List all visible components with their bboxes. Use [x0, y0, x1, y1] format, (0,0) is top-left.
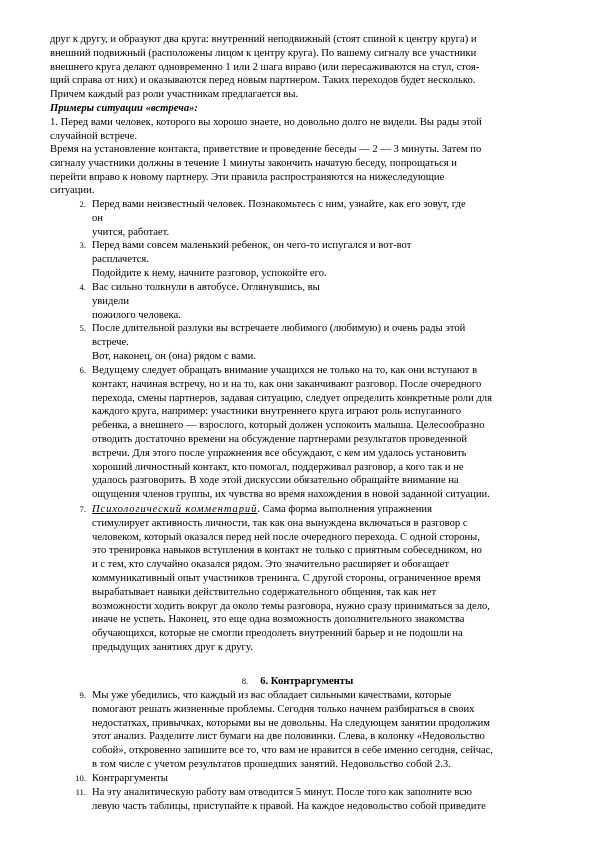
text-line: собой», откровенно запишите все то, что вам не нравится в себе именно сегодня, сейчас, — [92, 745, 494, 757]
text-line: Время на установление контакта, приветствие и проведение беседы — 2 — 3 минуты. Затем по — [50, 144, 482, 155]
text-line: внешний подвижный (расположены лицом к центру круга). По вашему сигналу все участники — [50, 47, 477, 59]
text-line: 1. Перед вами человек, которого вы хорошо знаете, но довольно долго не видели. Вы рады этой — [50, 117, 482, 128]
text-line: Перед вами неизвестный человек. Познакомьтесь с ним, узнайте, как его зовут, где — [92, 199, 466, 210]
timing-paragraph — [50, 143, 547, 198]
text-line: внешнего круга делают одновременно 1 или 2 шага вправо (или пересаживаются на стул, стоя- — [50, 61, 480, 73]
text-line: вырабатывает навыки действительно содержательного общения, так как нет — [92, 586, 437, 598]
text-line: человеком, который оказался перед ней после очередного перехода. С одной стороны, — [92, 531, 480, 543]
text-line: предыдущих занятиях друг к другу. — [92, 641, 253, 653]
list-item — [92, 239, 547, 280]
list-number: 5. — [79, 323, 86, 333]
text-line: Вас сильно толкнули в автобусе. Оглянувшись, вы — [92, 282, 320, 293]
intro-paragraph — [50, 33, 547, 102]
commentary-label-rest: . Сама форма выполнения упражнения — [257, 504, 432, 515]
list-item — [92, 689, 547, 772]
text-line: Вот, наконец, он (она) рядом с вами. — [92, 350, 256, 362]
text-line: ребенка, а внешнего — взрослого, который должен успокоить малыша. Целесообразно — [92, 420, 485, 432]
situation-1 — [50, 116, 547, 144]
list-item: Контраргументы — [92, 773, 168, 784]
list-number: 2. — [79, 199, 86, 209]
section-title: 6. Контраргументы — [260, 676, 354, 687]
text-line: отводить достаточно времени на обсуждение партнерами результатов проведенной — [92, 433, 468, 445]
list-number: 6. — [79, 365, 86, 375]
text-line: случайной встрече. — [50, 130, 138, 142]
list-number: 7. — [79, 504, 86, 514]
text-line: и с тем, кто случайно оказался рядом. Это значительно расширяет и обогащает — [92, 559, 450, 571]
text-line: удалось разговорить. В ходе этой дискуссии обязательно обращайте внимание на — [92, 475, 459, 487]
text-line: перехода, смены партнеров, задавая ситуацию, следует определить конкретные роли для — [92, 392, 492, 404]
text-line: коммуникативный опыт участников тренинга. С другой стороны, ограниченное время — [92, 572, 481, 584]
text-line: встречи. Для этого после упражнения все обсуждают, с кем им удалось установить — [92, 447, 467, 459]
text-line: каждого круга, например: участники внутреннего круга играют роль испуганного — [92, 406, 462, 418]
text-line: Ведущему следует обращать внимание учащихся не только на то, как они вступают в — [92, 365, 478, 376]
list-number: 3. — [79, 240, 86, 250]
text-line: он — [92, 212, 103, 224]
text-line: Перед вами совсем маленький ребенок, он чего-то испугался и вот-вот — [92, 240, 412, 251]
text-line: иначе не успеть. Наконец, это еще одна возможность дополнительного знакомства — [92, 614, 465, 626]
list-item — [92, 322, 547, 363]
text-line: сигналу участники должны в течение 1 минуты закончить начатую беседу, попрощаться и — [50, 157, 457, 169]
list-item — [92, 786, 547, 814]
list-number: 9. — [79, 690, 86, 700]
text-line: друг к другу, и образуют два круга: внутренний неподвижный (стоят спиной к центру круга) и — [50, 34, 477, 45]
text-line: недостатках, привычках, которыми вы не довольны. На следующем занятии продолжим — [92, 717, 490, 729]
text-line: Мы уже убедились, что каждый из вас обладает сильными качествами, которые — [92, 690, 452, 701]
text-line: это тренировка навыков вступления в контакт не только с приятным собеседником, но — [92, 545, 482, 557]
text-line: левую часть таблицы, приступайте к правой. На каждое недовольство собой приведите — [92, 800, 486, 812]
text-line: Причем каждый раз роли участникам предлагается вы. — [50, 89, 299, 101]
text-line: ситуации. — [50, 185, 95, 197]
list-number: 4. — [79, 282, 86, 292]
commentary-line — [92, 503, 547, 517]
text-line: помогают решать жизненные проблемы. Сегодня только начнем разбираться в своих — [92, 703, 475, 715]
list-item — [92, 198, 547, 239]
text-line: перейти вправо к новому партнеру. Эти правила распространяются на нижеследующие — [50, 171, 445, 183]
list-number: 11. — [75, 787, 86, 797]
text-line: щий справа от них) и оказываются перед новым партнером. Таких переходов будет несколько. — [50, 75, 476, 87]
text-line: хороший личностный контакт, кто помогал, поддерживал разговор, а кого так и не — [92, 461, 464, 473]
list-item — [92, 503, 547, 655]
text-line: На эту аналитическую работу вам отводится 5 минут. После того как заполните всю — [92, 787, 472, 798]
examples-heading: Примеры ситуации «встреча»: — [50, 103, 198, 114]
text-line: учится, работает. — [92, 226, 170, 238]
text-line: После длительной разлуки вы встречаете любимого (любимую) и очень рады этой — [92, 323, 466, 334]
text-line: возможности ходить вокруг да около темы разговора, нужно сразу приниматься за дело, — [92, 600, 490, 612]
text-line: ощущения членов группы, их чувства во время нахождения в новой заданной ситуации. — [92, 489, 490, 501]
text-line: контакт, начиная встречу, но и на то, как они заканчивают разговор. После очередного — [92, 378, 482, 390]
text-line: обучающихся, которые не смогли преодолеть внутренний барьер и не подошли на — [92, 628, 463, 640]
text-line: в том числе с учетом результатов прошедших занятий. Недовольство собой 2.3. — [92, 758, 451, 770]
text-line: встрече. — [92, 336, 129, 348]
text-line: стимулирует активность личности, так как она вынуждена включаться в разговор с — [92, 517, 468, 529]
list-number: 10. — [75, 773, 86, 783]
text-line: этот анализ. Разделите лист бумаги на две половинки. Слева, в колонку «Недовольство — [92, 731, 485, 743]
text-line: увидели — [92, 295, 130, 307]
section-heading — [0, 675, 595, 689]
commentary-label: Психологический комментарий — [92, 504, 258, 515]
text-line: расплачется. — [92, 253, 149, 265]
text-line: Подойдите к нему, начните разговор, успокойте его. — [92, 267, 327, 279]
list-item — [92, 364, 547, 502]
list-item — [92, 281, 547, 322]
section-number: 8. — [241, 676, 249, 686]
text-line: пожилого человека. — [92, 309, 181, 321]
